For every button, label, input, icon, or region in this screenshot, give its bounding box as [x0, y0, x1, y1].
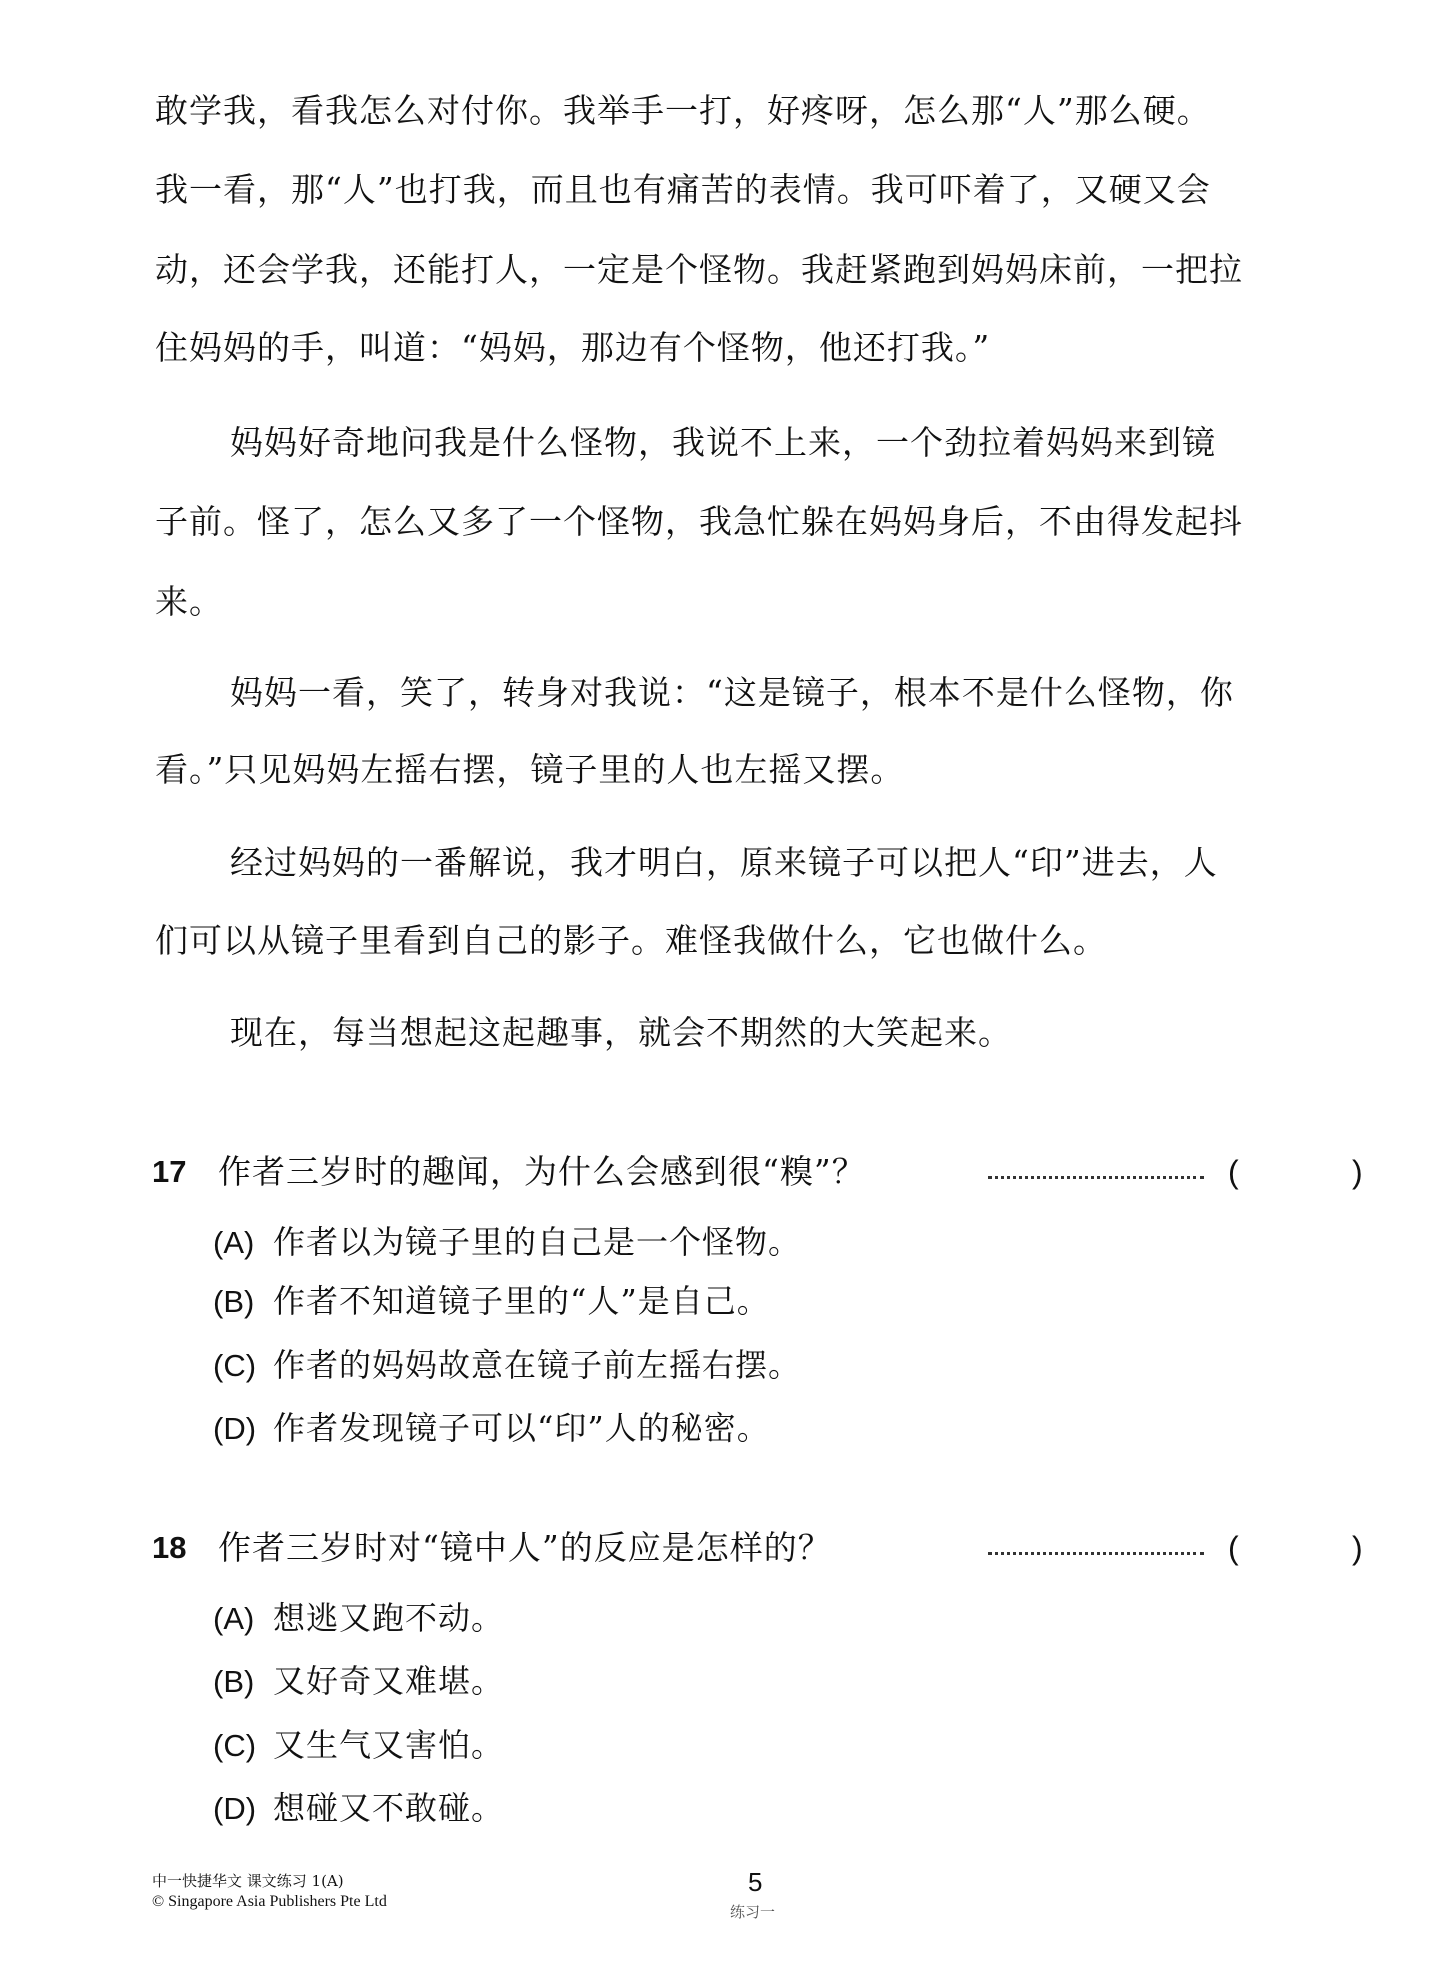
question-text: 作者三岁时的趣闻，为什么会感到很“糗”？: [218, 1152, 866, 1191]
passage-line: 来。: [155, 582, 223, 621]
question-number: 17: [152, 1154, 187, 1189]
answer-open-paren: (: [1228, 1530, 1239, 1566]
passage-line: 们可以从镜子里看到自己的影子。难怪我做什么，它也做什么。: [155, 921, 1107, 960]
option-letter: (B): [213, 1284, 255, 1319]
option-c: [213, 1725, 504, 1766]
option-letter: (B): [213, 1664, 255, 1699]
option-text: 想逃又跑不动。: [273, 1599, 505, 1637]
option-text: 作者不知道镜子里的“人”是自己。: [273, 1282, 770, 1320]
copyright: © Singapore Asia Publishers Pte Ltd: [152, 1893, 387, 1910]
option-c: [213, 1345, 801, 1386]
passage-line: 动，还会学我，还能打人，一定是个怪物。我赶紧跑到妈妈床前，一把拉: [155, 250, 1243, 289]
dotted-leader: [988, 1176, 1204, 1179]
answer-close-paren: ): [1352, 1530, 1363, 1566]
dotted-leader: [988, 1552, 1204, 1555]
option-text: 想碰又不敢碰。: [273, 1789, 505, 1827]
option-letter: (C): [213, 1348, 257, 1383]
option-b: [213, 1661, 504, 1702]
answer-open-paren: (: [1228, 1154, 1239, 1190]
option-text: 作者以为镜子里的自己是一个怪物。: [273, 1223, 802, 1261]
section-label: 练习一: [730, 1903, 776, 1921]
passage-line: 经过妈妈的一番解说，我才明白，原来镜子可以把人“印”进去，人: [230, 843, 1218, 882]
passage-line: 看。”只见妈妈左摇右摆，镜子里的人也左摇又摆。: [155, 750, 905, 789]
option-b: [213, 1281, 770, 1322]
option-text: 作者的妈妈故意在镜子前左摇右摆。: [273, 1346, 802, 1384]
option-a: [213, 1598, 504, 1639]
passage-line: 子前。怪了，怎么又多了一个怪物，我急忙躲在妈妈身后，不由得发起抖: [155, 502, 1243, 541]
option-letter: (A): [213, 1601, 255, 1636]
page-number: 5: [748, 1867, 763, 1897]
passage-line: 我一看，那“人”也打我，而且也有痛苦的表情。我可吓着了，又硬又会: [155, 170, 1211, 209]
option-letter: (D): [213, 1791, 257, 1826]
passage-line: 妈妈一看，笑了，转身对我说：“这是镜子，根本不是什么怪物，你: [230, 673, 1234, 712]
option-text: 又生气又害怕。: [273, 1726, 505, 1764]
option-letter: (A): [213, 1225, 255, 1260]
option-d: [213, 1408, 770, 1449]
passage-line: 现在，每当想起这起趣事，就会不期然的大笑起来。: [230, 1013, 1012, 1052]
option-text: 作者发现镜子可以“印”人的秘密。: [273, 1409, 770, 1447]
passage-line: 敢学我，看我怎么对付你。我举手一打，好疼呀，怎么那“人”那么硬。: [155, 91, 1211, 130]
option-d: [213, 1788, 504, 1829]
option-letter: (D): [213, 1411, 257, 1446]
answer-close-paren: ): [1352, 1154, 1363, 1190]
option-letter: (C): [213, 1728, 257, 1763]
option-a: [213, 1222, 801, 1263]
question-number: 18: [152, 1530, 187, 1565]
passage-line: 住妈妈的手，叫道：“妈妈，那边有个怪物，他还打我。”: [155, 328, 991, 367]
option-text: 又好奇又难堪。: [273, 1662, 505, 1700]
passage-line: 妈妈好奇地问我是什么怪物，我说不上来，一个劲拉着妈妈来到镜: [230, 423, 1216, 462]
book-title: 中一快捷华文 课文练习 1(A): [152, 1872, 344, 1890]
question-text: 作者三岁时对“镜中人”的反应是怎样的？: [218, 1528, 832, 1567]
